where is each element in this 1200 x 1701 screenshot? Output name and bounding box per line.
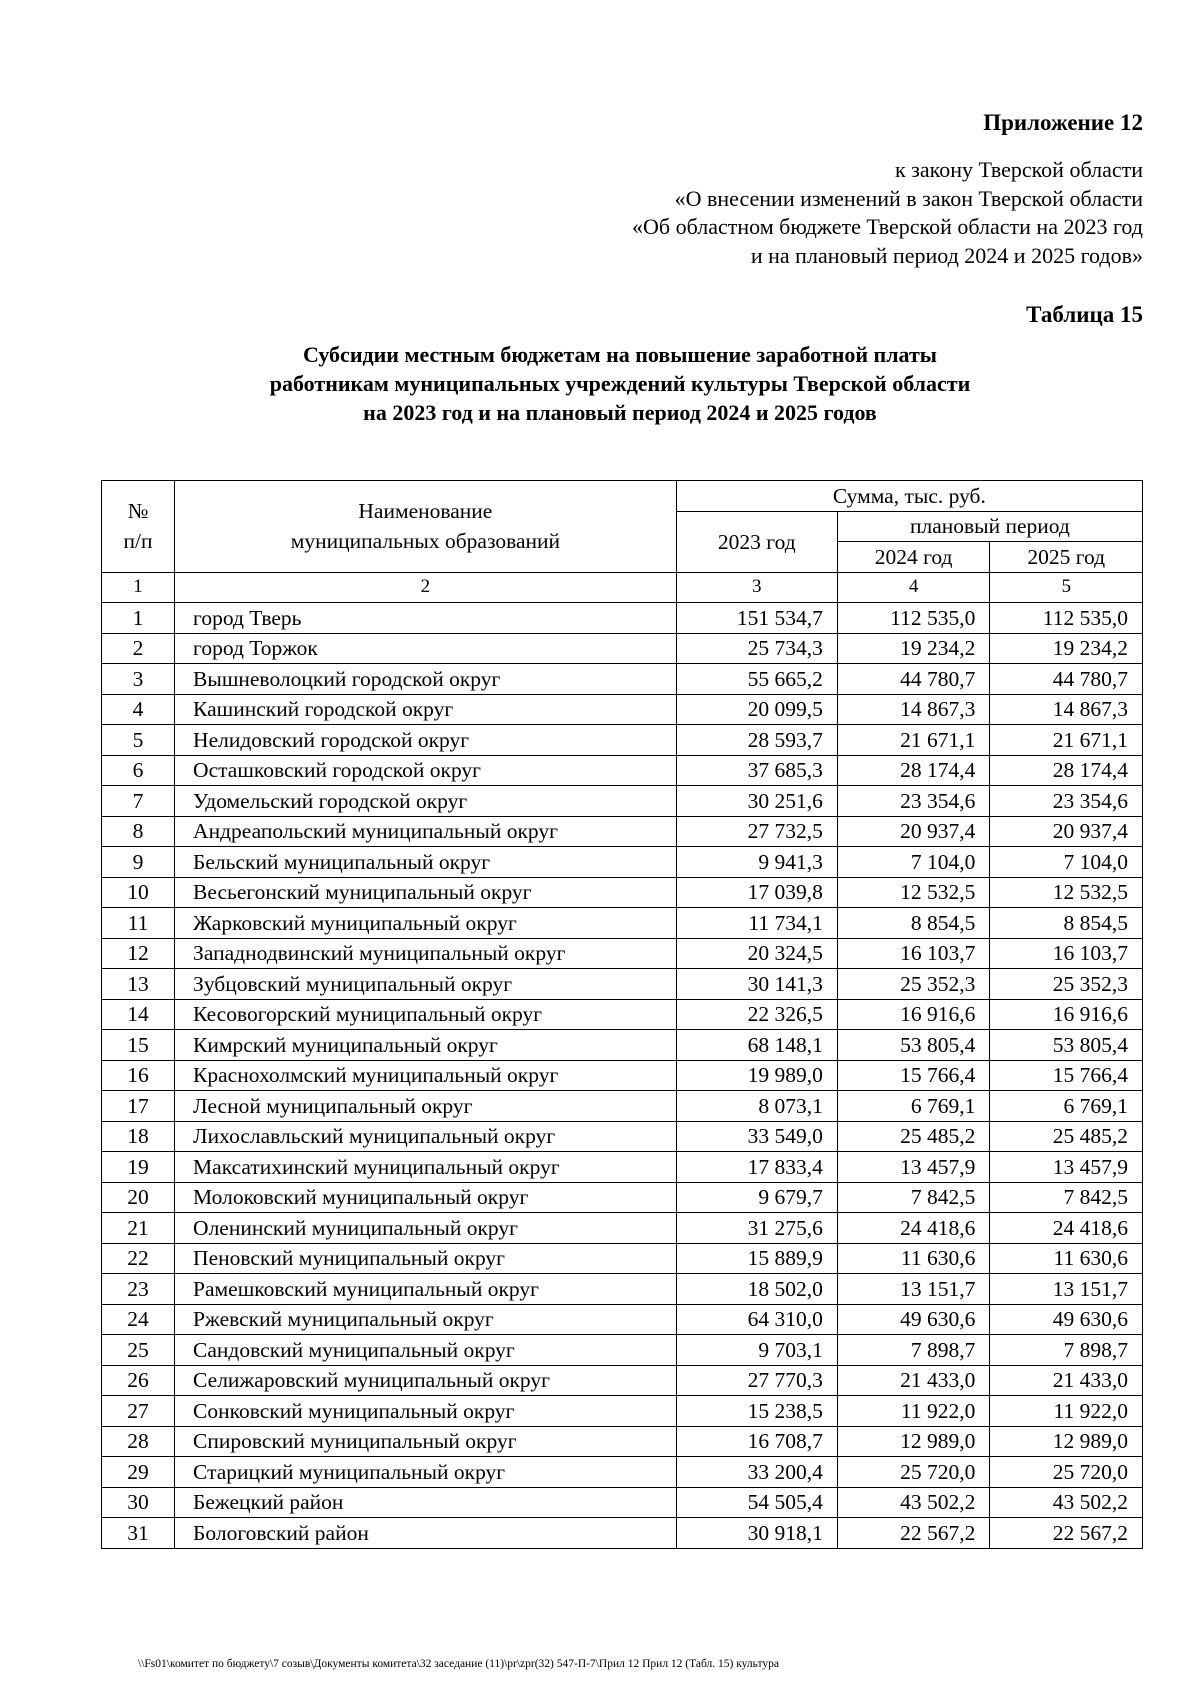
amount-2023: 30 251,6 (676, 786, 837, 817)
municipality-name: Бельский муниципальный округ (175, 847, 677, 878)
amount-2024: 13 457,9 (837, 1152, 990, 1183)
table-row (102, 664, 1143, 695)
amount-2024: 13 151,7 (837, 1274, 990, 1305)
column-number: 5 (990, 572, 1143, 603)
row-number: 28 (102, 1426, 175, 1457)
law-reference-line: к закону Тверской области (894, 157, 1143, 182)
row-number: 18 (102, 1121, 175, 1152)
amount-2025: 21 671,1 (990, 725, 1143, 756)
table-row (102, 1152, 1143, 1183)
table-row (102, 1304, 1143, 1335)
column-number: 2 (175, 572, 677, 603)
amount-2023: 54 505,4 (676, 1487, 837, 1518)
row-number: 30 (102, 1487, 175, 1518)
amount-2024: 28 174,4 (837, 755, 990, 786)
amount-2024: 7 898,7 (837, 1335, 990, 1366)
law-reference-line: и на плановый период 2024 и 2025 годов» (750, 242, 1143, 268)
amount-2024: 20 937,4 (837, 816, 990, 847)
column-number-row (102, 572, 1143, 603)
amount-2024: 11 922,0 (837, 1396, 990, 1427)
law-reference-line: «О внесении изменений в закон Тверской области (674, 185, 1143, 211)
row-number: 5 (102, 725, 175, 756)
row-number: 6 (102, 755, 175, 786)
document-title (100, 340, 1100, 427)
column-header-2023: 2023 год (676, 511, 837, 572)
row-number: 8 (102, 816, 175, 847)
amount-2025: 13 457,9 (990, 1152, 1143, 1183)
amount-2024: 22 567,2 (837, 1518, 990, 1549)
row-number: 15 (102, 1030, 175, 1061)
amount-2023: 8 073,1 (676, 1091, 837, 1122)
row-number: 16 (102, 1060, 175, 1091)
row-number: 14 (102, 999, 175, 1030)
municipality-name: Бологовский район (175, 1518, 677, 1549)
row-number: 10 (102, 877, 175, 908)
column-header-name: Наименование муниципальных образований (175, 481, 677, 573)
row-number: 25 (102, 1335, 175, 1366)
municipality-name: Рамешковский муниципальный округ (175, 1274, 677, 1305)
amount-2025: 16 103,7 (990, 938, 1143, 969)
amount-2025: 15 766,4 (990, 1060, 1143, 1091)
row-number: 2 (102, 633, 175, 664)
amount-2025: 25 485,2 (990, 1121, 1143, 1152)
amount-2023: 9 703,1 (676, 1335, 837, 1366)
amount-2024: 112 535,0 (837, 603, 990, 634)
municipality-name: Пеновский муниципальный округ (175, 1243, 677, 1274)
row-number: 31 (102, 1518, 175, 1549)
amount-2024: 12 532,5 (837, 877, 990, 908)
amount-2023: 18 502,0 (676, 1274, 837, 1305)
amount-2023: 9 941,3 (676, 847, 837, 878)
amount-2025: 13 151,7 (990, 1274, 1143, 1305)
column-number: 3 (676, 572, 837, 603)
amount-2023: 22 326,5 (676, 999, 837, 1030)
amount-2025: 7 898,7 (990, 1335, 1143, 1366)
table-row (102, 1518, 1143, 1549)
table-row (102, 1060, 1143, 1091)
table-row (102, 877, 1143, 908)
table-row (102, 1121, 1143, 1152)
row-number: 22 (102, 1243, 175, 1274)
amount-2023: 27 770,3 (676, 1365, 837, 1396)
municipality-name: Осташковский городской округ (175, 755, 677, 786)
amount-2024: 25 352,3 (837, 969, 990, 1000)
amount-2024: 43 502,2 (837, 1487, 990, 1518)
column-header-planned-period: плановый период (837, 511, 1142, 542)
amount-2023: 27 732,5 (676, 816, 837, 847)
table-row (102, 1335, 1143, 1366)
municipality-name: Нелидовский городской округ (175, 725, 677, 756)
amount-2023: 9 679,7 (676, 1182, 837, 1213)
row-number: 7 (102, 786, 175, 817)
amount-2025: 44 780,7 (990, 664, 1143, 695)
amount-2025: 11 922,0 (990, 1396, 1143, 1427)
table-row (102, 1030, 1143, 1061)
row-number: 27 (102, 1396, 175, 1427)
amount-2023: 15 238,5 (676, 1396, 837, 1427)
row-number: 1 (102, 603, 175, 634)
amount-2023: 30 141,3 (676, 969, 837, 1000)
municipality-name: Бежецкий район (175, 1487, 677, 1518)
amount-2024: 25 485,2 (837, 1121, 990, 1152)
amount-2023: 20 099,5 (676, 694, 837, 725)
amount-2023: 33 200,4 (676, 1457, 837, 1488)
table-row (102, 1182, 1143, 1213)
amount-2025: 8 854,5 (990, 908, 1143, 939)
table-row (102, 755, 1143, 786)
table-row (102, 938, 1143, 969)
amount-2024: 44 780,7 (837, 664, 990, 695)
municipality-name: Спировский муниципальный округ (175, 1426, 677, 1457)
amount-2024: 25 720,0 (837, 1457, 990, 1488)
law-reference-line: «Об областном бюджете Тверской области на 2023 год (632, 214, 1143, 239)
amount-2025: 6 769,1 (990, 1091, 1143, 1122)
municipality-name: Краснохолмский муниципальный округ (175, 1060, 677, 1091)
column-header-2025: 2025 год (990, 542, 1143, 573)
amount-2025: 43 502,2 (990, 1487, 1143, 1518)
appendix-title: Приложение 12 (983, 110, 1143, 135)
amount-2023: 28 593,7 (676, 725, 837, 756)
amount-2024: 16 103,7 (837, 938, 990, 969)
table-row (102, 1213, 1143, 1244)
row-number: 17 (102, 1091, 175, 1122)
amount-2023: 64 310,0 (676, 1304, 837, 1335)
municipality-name: Андреапольский муниципальный округ (175, 816, 677, 847)
table-row (102, 1243, 1143, 1274)
amount-2023: 17 833,4 (676, 1152, 837, 1183)
amount-2025: 7 104,0 (990, 847, 1143, 878)
municipality-name: Кимрский муниципальный округ (175, 1030, 677, 1061)
amount-2024: 19 234,2 (837, 633, 990, 664)
municipality-name: Сонковский муниципальный округ (175, 1396, 677, 1427)
amount-2023: 25 734,3 (676, 633, 837, 664)
amount-2024: 7 842,5 (837, 1182, 990, 1213)
table-row (102, 1365, 1143, 1396)
table-row (102, 786, 1143, 817)
amount-2025: 12 989,0 (990, 1426, 1143, 1457)
table-row (102, 847, 1143, 878)
amount-2025: 19 234,2 (990, 633, 1143, 664)
amount-2025: 21 433,0 (990, 1365, 1143, 1396)
amount-2023: 151 534,7 (676, 603, 837, 634)
subsidy-table (101, 480, 1143, 1549)
municipality-name: Селижаровский муниципальный округ (175, 1365, 677, 1396)
file-path-footer: \\Fs01\комитет по бюджету\7 созыв\Документы комитета\32 заседание (11)\pr\zpr(32) 547-П-7\Прил 12 Прил 12 (Табл. 15) культура (138, 1658, 779, 1670)
amount-2025: 7 842,5 (990, 1182, 1143, 1213)
municipality-name: город Торжок (175, 633, 677, 664)
title-line: работникам муниципальных учреждений культуры Тверской области (269, 371, 971, 396)
amount-2025: 25 720,0 (990, 1457, 1143, 1488)
row-number: 9 (102, 847, 175, 878)
amount-2025: 12 532,5 (990, 877, 1143, 908)
table-row (102, 969, 1143, 1000)
municipality-name: Оленинский муниципальный округ (175, 1213, 677, 1244)
column-header-sum: Сумма, тыс. руб. (676, 481, 1142, 512)
title-line: Субсидии местным бюджетам на повышение заработной платы (303, 342, 937, 367)
amount-2023: 37 685,3 (676, 755, 837, 786)
amount-2024: 49 630,6 (837, 1304, 990, 1335)
amount-2023: 31 275,6 (676, 1213, 837, 1244)
amount-2023: 19 989,0 (676, 1060, 837, 1091)
table-row (102, 1274, 1143, 1305)
amount-2025: 28 174,4 (990, 755, 1143, 786)
municipality-name: Удомельский городской округ (175, 786, 677, 817)
table-row (102, 816, 1143, 847)
row-number: 13 (102, 969, 175, 1000)
row-number: 24 (102, 1304, 175, 1335)
amount-2024: 21 671,1 (837, 725, 990, 756)
municipality-name: Ржевский муниципальный округ (175, 1304, 677, 1335)
table-row (102, 633, 1143, 664)
column-header-number: № п/п (102, 481, 175, 573)
column-header-2024: 2024 год (837, 542, 990, 573)
table-row (102, 1457, 1143, 1488)
amount-2025: 22 567,2 (990, 1518, 1143, 1549)
municipality-name: Вышневолоцкий городской округ (175, 664, 677, 695)
amount-2023: 11 734,1 (676, 908, 837, 939)
column-number: 4 (837, 572, 990, 603)
row-number: 23 (102, 1274, 175, 1305)
amount-2023: 30 918,1 (676, 1518, 837, 1549)
row-number: 11 (102, 908, 175, 939)
row-number: 12 (102, 938, 175, 969)
amount-2024: 16 916,6 (837, 999, 990, 1030)
municipality-name: Лихославльский муниципальный округ (175, 1121, 677, 1152)
municipality-name: Старицкий муниципальный округ (175, 1457, 677, 1488)
amount-2024: 6 769,1 (837, 1091, 990, 1122)
amount-2025: 11 630,6 (990, 1243, 1143, 1274)
row-number: 20 (102, 1182, 175, 1213)
amount-2025: 20 937,4 (990, 816, 1143, 847)
amount-2025: 112 535,0 (990, 603, 1143, 634)
municipality-name: Кашинский городской округ (175, 694, 677, 725)
amount-2024: 23 354,6 (837, 786, 990, 817)
municipality-name: Весьегонский муниципальный округ (175, 877, 677, 908)
table-row (102, 908, 1143, 939)
amount-2023: 15 889,9 (676, 1243, 837, 1274)
amount-2024: 7 104,0 (837, 847, 990, 878)
amount-2024: 15 766,4 (837, 1060, 990, 1091)
amount-2025: 53 805,4 (990, 1030, 1143, 1061)
amount-2025: 16 916,6 (990, 999, 1143, 1030)
municipality-name: Западнодвинский муниципальный округ (175, 938, 677, 969)
amount-2024: 14 867,3 (837, 694, 990, 725)
row-number: 21 (102, 1213, 175, 1244)
table-row (102, 999, 1143, 1030)
amount-2025: 24 418,6 (990, 1213, 1143, 1244)
table-row (102, 603, 1143, 634)
amount-2024: 53 805,4 (837, 1030, 990, 1061)
table-body (102, 603, 1143, 1549)
table-row (102, 694, 1143, 725)
municipality-name: Сандовский муниципальный округ (175, 1335, 677, 1366)
municipality-name: Кесовогорский муниципальный округ (175, 999, 677, 1030)
amount-2023: 55 665,2 (676, 664, 837, 695)
title-line: на 2023 год и на плановый период 2024 и 2025 годов (363, 400, 877, 425)
amount-2025: 25 352,3 (990, 969, 1143, 1000)
amount-2023: 68 148,1 (676, 1030, 837, 1061)
row-number: 4 (102, 694, 175, 725)
amount-2024: 12 989,0 (837, 1426, 990, 1457)
appendix-header (632, 108, 1143, 270)
amount-2024: 21 433,0 (837, 1365, 990, 1396)
row-number: 29 (102, 1457, 175, 1488)
amount-2025: 14 867,3 (990, 694, 1143, 725)
table-label: Таблица 15 (1026, 302, 1143, 327)
table-row (102, 1426, 1143, 1457)
amount-2024: 24 418,6 (837, 1213, 990, 1244)
amount-2024: 11 630,6 (837, 1243, 990, 1274)
row-number: 26 (102, 1365, 175, 1396)
municipality-name: Молоковский муниципальный округ (175, 1182, 677, 1213)
amount-2023: 17 039,8 (676, 877, 837, 908)
table-row (102, 1396, 1143, 1427)
amount-2023: 20 324,5 (676, 938, 837, 969)
table-row (102, 1091, 1143, 1122)
amount-2023: 33 549,0 (676, 1121, 837, 1152)
amount-2024: 8 854,5 (837, 908, 990, 939)
row-number: 3 (102, 664, 175, 695)
municipality-name: Зубцовский муниципальный округ (175, 969, 677, 1000)
row-number: 19 (102, 1152, 175, 1183)
municipality-name: город Тверь (175, 603, 677, 634)
amount-2023: 16 708,7 (676, 1426, 837, 1457)
municipality-name: Максатихинский муниципальный округ (175, 1152, 677, 1183)
table-row (102, 725, 1143, 756)
municipality-name: Жарковский муниципальный округ (175, 908, 677, 939)
amount-2025: 49 630,6 (990, 1304, 1143, 1335)
column-number: 1 (102, 572, 175, 603)
table-row (102, 1487, 1143, 1518)
municipality-name: Лесной муниципальный округ (175, 1091, 677, 1122)
amount-2025: 23 354,6 (990, 786, 1143, 817)
